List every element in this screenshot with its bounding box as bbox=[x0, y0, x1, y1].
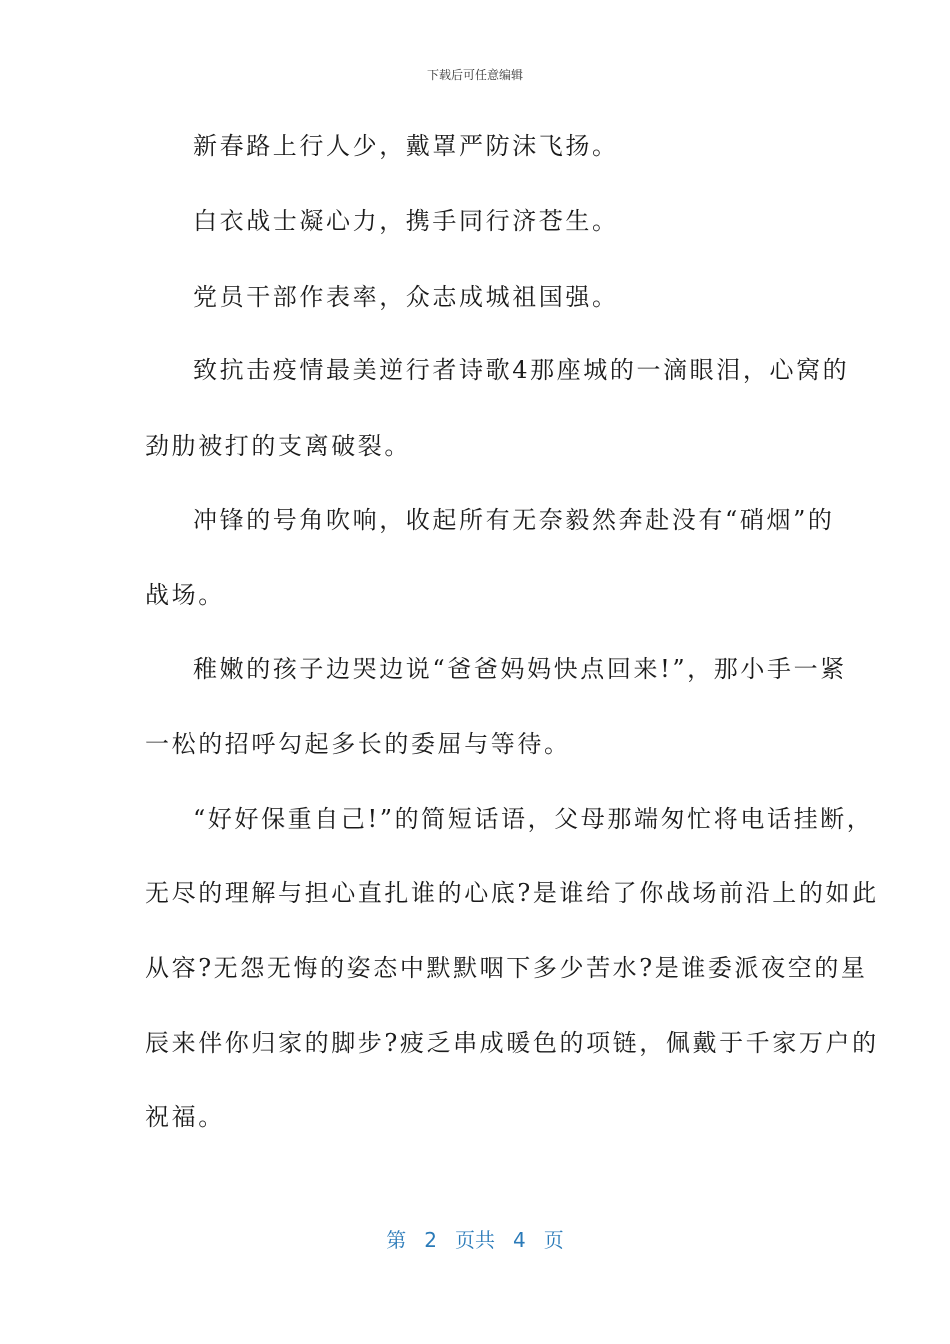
footer-suffix: 页 bbox=[543, 1228, 564, 1252]
body-line: 稚嫩的孩子边哭边说“爸爸妈妈快点回来!”，那小手一紧 bbox=[193, 655, 847, 683]
body-line: 无尽的理解与担心直扎谁的心底?是谁给了你战场前沿上的如此 bbox=[145, 879, 879, 907]
page-footer bbox=[0, 1224, 950, 1253]
footer-middle: 页共 bbox=[455, 1228, 495, 1252]
body-line: 从容?无怨无悔的姿态中默默咽下多少苦水?是谁委派夜空的星 bbox=[145, 954, 868, 982]
footer-prefix: 第 bbox=[386, 1228, 407, 1252]
body-line: 新春路上行人少，戴罩严防沫飞扬。 bbox=[193, 132, 619, 160]
body-line: 祝福。 bbox=[145, 1103, 225, 1131]
body-line: “好好保重自己!”的简短话语，父母那端匆忙将电话挂断， bbox=[193, 805, 874, 833]
body-line: 致抗击疫情最美逆行者诗歌4那座城的一滴眼泪，心窝的 bbox=[193, 356, 850, 384]
body-line: 战场。 bbox=[145, 581, 225, 609]
body-line: 冲锋的号角吹响，收起所有无奈毅然奔赴没有“硝烟”的 bbox=[193, 506, 835, 534]
footer-total-pages: 4 bbox=[513, 1228, 526, 1252]
body-line: 白衣战士凝心力，携手同行济苍生。 bbox=[193, 207, 619, 235]
footer-page-number: 2 bbox=[424, 1228, 437, 1252]
body-line: 辰来伴你归家的脚步?疲乏串成暖色的项链，佩戴于千家万户的 bbox=[145, 1029, 879, 1057]
page-header: 下载后可任意编辑 bbox=[426, 68, 523, 82]
body-line: 劲肋被打的支离破裂。 bbox=[145, 432, 411, 460]
body-line: 一松的招呼勾起多长的委屈与等待。 bbox=[145, 730, 571, 758]
body-line: 党员干部作表率，众志成城祖国强。 bbox=[193, 283, 619, 311]
